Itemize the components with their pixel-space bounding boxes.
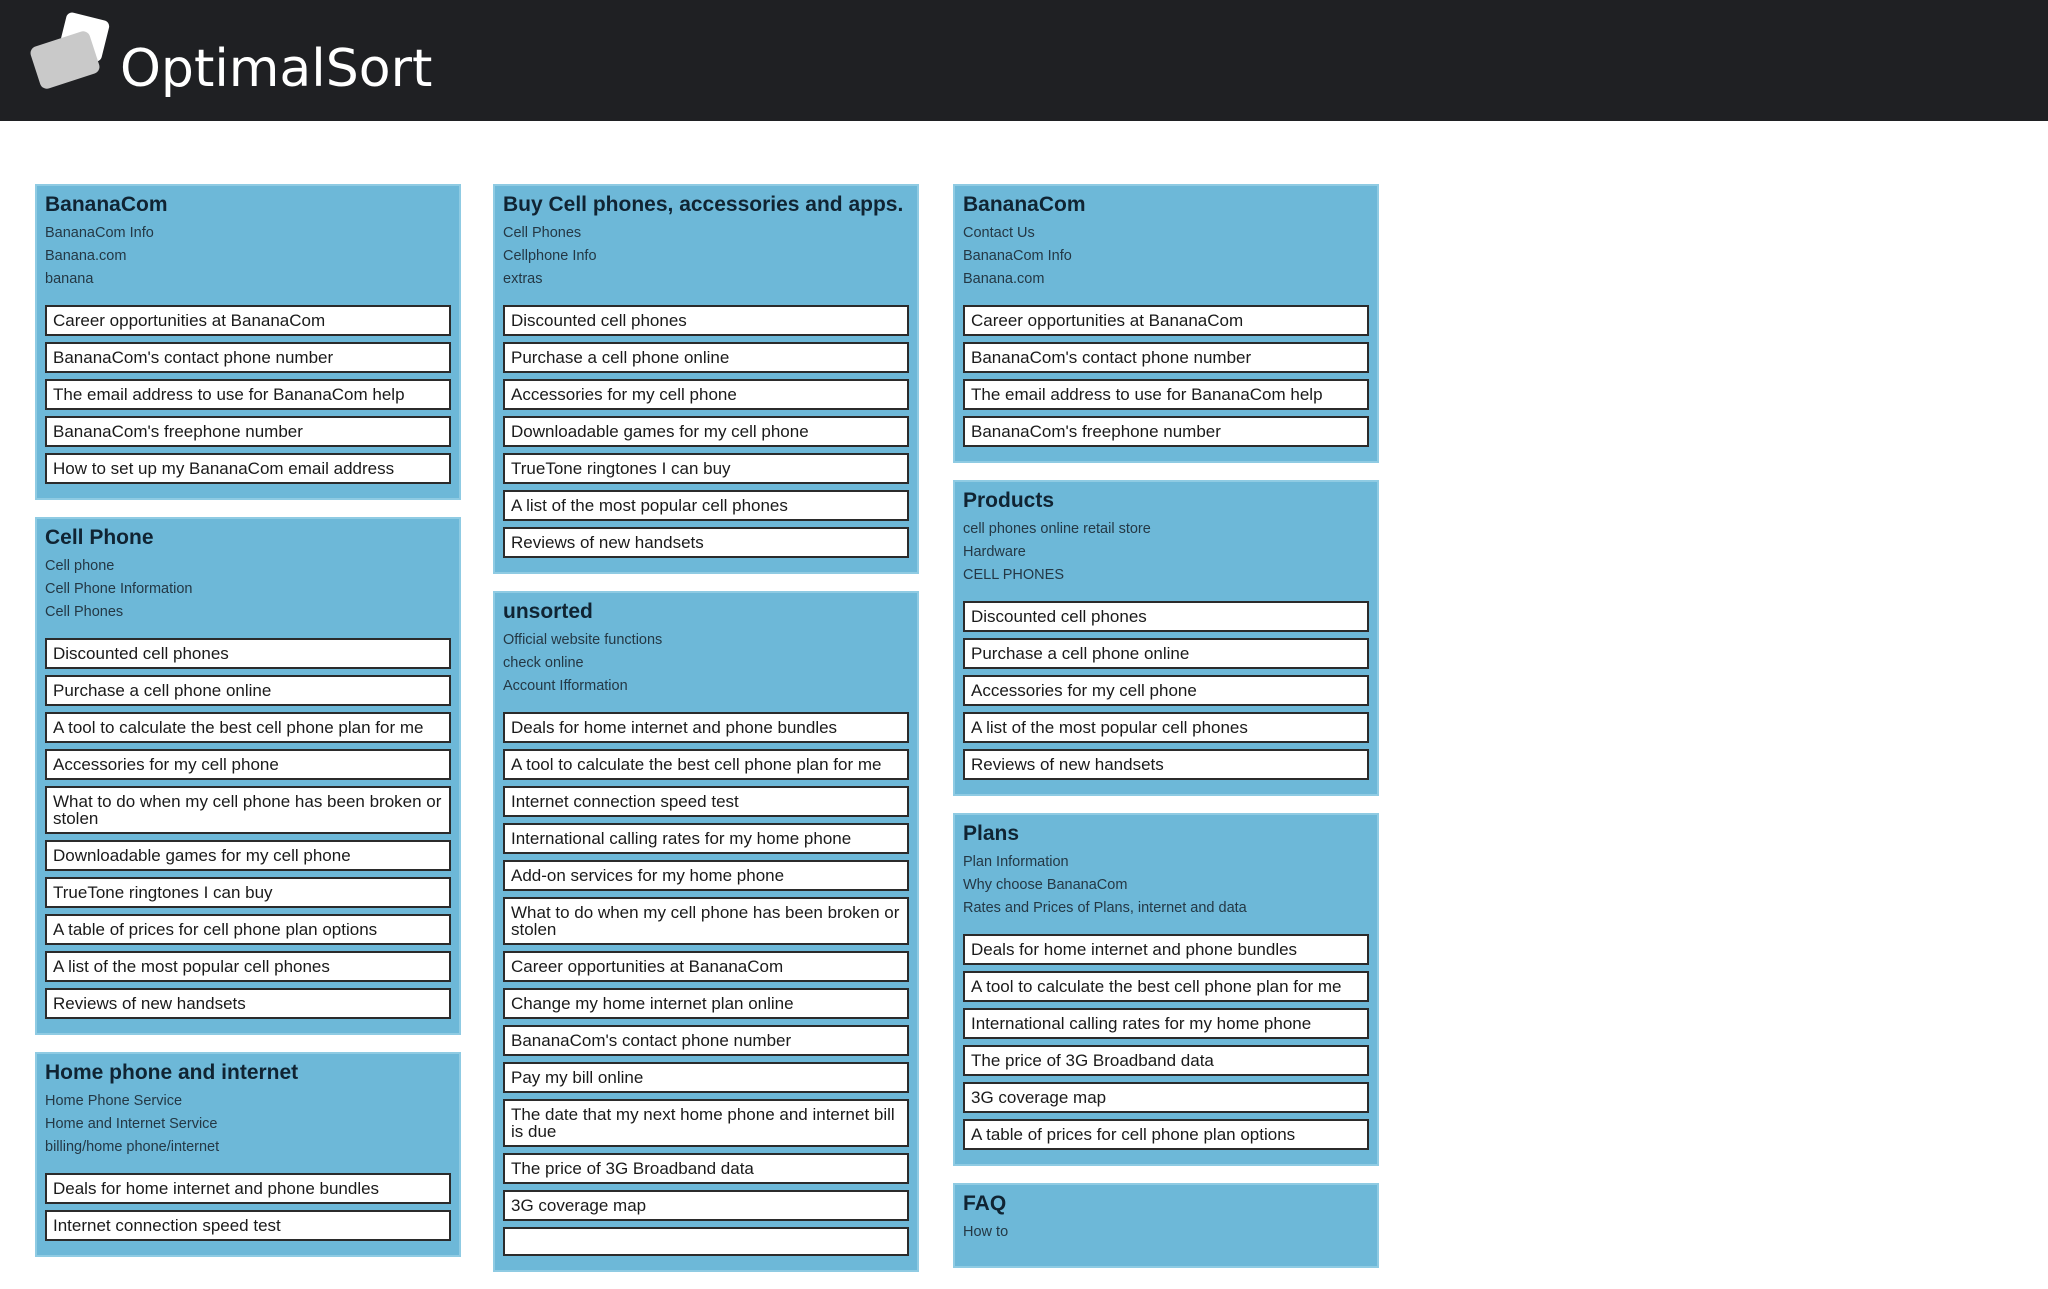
- card-deals-for-home-internet-and-phone-bundles[interactable]: Deals for home internet and phone bundles: [503, 712, 909, 743]
- cards-icon: [26, 12, 120, 94]
- card-bananacom-s-contact-phone-number[interactable]: BananaCom's contact phone number: [503, 1025, 909, 1056]
- card-deals-for-home-internet-and-phone-bundles[interactable]: Deals for home internet and phone bundles: [45, 1173, 451, 1204]
- category-labels: [963, 851, 1369, 920]
- category-title: Buy Cell phones, accessories and apps.: [503, 193, 904, 216]
- category-title: Cell Phone: [45, 526, 154, 549]
- card-purchase-a-cell-phone-online[interactable]: Purchase a cell phone online: [503, 342, 909, 373]
- card-bananacom-s-freephone-number[interactable]: BananaCom's freephone number: [45, 416, 451, 447]
- category-group-unsorted[interactable]: [493, 591, 919, 1272]
- category-label: billing/home phone/internet: [45, 1139, 220, 1155]
- category-labels: [45, 222, 451, 291]
- card-the-price-of-3g-broadband-data[interactable]: The price of 3G Broadband data: [503, 1153, 909, 1184]
- card-discounted-cell-phones[interactable]: Discounted cell phones: [503, 305, 909, 336]
- column-3: [953, 184, 1379, 1285]
- category-group-faq[interactable]: [953, 1183, 1379, 1268]
- card-bananacom-s-contact-phone-number[interactable]: BananaCom's contact phone number: [45, 342, 451, 373]
- category-label: Cell phone: [45, 558, 115, 574]
- card-downloadable-games-for-my-cell-phone[interactable]: Downloadable games for my cell phone: [45, 840, 451, 871]
- category-group-buy-cell-phones-accessories-and-apps[interactable]: [493, 184, 919, 574]
- card-a-table-of-prices-for-cell-phone-plan-options[interactable]: A table of prices for cell phone plan options: [963, 1119, 1369, 1150]
- card-internet-connection-speed-test[interactable]: Internet connection speed test: [503, 786, 909, 817]
- column-1: [35, 184, 461, 1274]
- card-truetone-ringtones-i-can-buy[interactable]: TrueTone ringtones I can buy: [503, 453, 909, 484]
- card-3g-coverage-map[interactable]: 3G coverage map: [963, 1082, 1369, 1113]
- card-downloadable-games-for-my-cell-phone[interactable]: Downloadable games for my cell phone: [503, 416, 909, 447]
- card-internet-connection-speed-test[interactable]: Internet connection speed test: [45, 1210, 451, 1241]
- card-international-calling-rates-for-my-home-phone[interactable]: International calling rates for my home phone: [963, 1008, 1369, 1039]
- card-the-price-of-3g-broadband-data[interactable]: The price of 3G Broadband data: [963, 1045, 1369, 1076]
- card-truetone-ringtones-i-can-buy[interactable]: TrueTone ringtones I can buy: [45, 877, 451, 908]
- card-3g-coverage-map[interactable]: 3G coverage map: [503, 1190, 909, 1221]
- top-bar: [0, 0, 2048, 121]
- category-title: Plans: [963, 822, 1020, 845]
- column-2: [493, 184, 919, 1289]
- category-label: check online: [503, 655, 584, 671]
- category-label: Home and Internet Service: [45, 1116, 218, 1132]
- category-label: BananaCom Info: [963, 248, 1072, 264]
- card-how-to-set-up-my-bananacom-email-address[interactable]: How to set up my BananaCom email address: [45, 453, 451, 484]
- category-labels: [963, 222, 1369, 291]
- category-title: BananaCom: [45, 193, 168, 216]
- card-career-opportunities-at-bananacom[interactable]: Career opportunities at BananaCom: [45, 305, 451, 336]
- card-change-my-home-internet-plan-online[interactable]: Change my home internet plan online: [503, 988, 909, 1019]
- category-label: CELL PHONES: [963, 567, 1064, 583]
- card-reviews-of-new-handsets[interactable]: Reviews of new handsets: [963, 749, 1369, 780]
- card-bananacom-s-contact-phone-number[interactable]: BananaCom's contact phone number: [963, 342, 1369, 373]
- category-label: cell phones online retail store: [963, 521, 1151, 537]
- card-international-calling-rates-for-my-home-phone[interactable]: International calling rates for my home phone: [503, 823, 909, 854]
- card-bananacom-s-freephone-number[interactable]: BananaCom's freephone number: [963, 416, 1369, 447]
- card-a-tool-to-calculate-the-best-cell-phone-plan-for-me[interactable]: A tool to calculate the best cell phone plan for me: [45, 712, 451, 743]
- card-deals-for-home-internet-and-phone-bundles[interactable]: Deals for home internet and phone bundles: [963, 934, 1369, 965]
- category-labels: [963, 1221, 1369, 1244]
- category-title: Products: [963, 489, 1055, 512]
- card-a-list-of-the-most-popular-cell-phones[interactable]: A list of the most popular cell phones: [503, 490, 909, 521]
- card-accessories-for-my-cell-phone[interactable]: Accessories for my cell phone: [45, 749, 451, 780]
- card-blank[interactable]: [503, 1227, 909, 1256]
- card-purchase-a-cell-phone-online[interactable]: Purchase a cell phone online: [45, 675, 451, 706]
- category-label: Why choose BananaCom: [963, 877, 1128, 893]
- card-reviews-of-new-handsets[interactable]: Reviews of new handsets: [45, 988, 451, 1019]
- category-labels: [45, 555, 451, 624]
- category-label: Banana.com: [963, 271, 1045, 287]
- category-label: BananaCom Info: [45, 225, 154, 241]
- card-career-opportunities-at-bananacom[interactable]: Career opportunities at BananaCom: [963, 305, 1369, 336]
- app-title: OptimalSort: [120, 39, 433, 99]
- card-reviews-of-new-handsets[interactable]: Reviews of new handsets: [503, 527, 909, 558]
- category-group-products[interactable]: [953, 480, 1379, 796]
- category-label: Cellphone Info: [503, 248, 597, 264]
- category-label: Banana.com: [45, 248, 127, 264]
- category-title: unsorted: [503, 600, 593, 623]
- category-label: Cell Phones: [45, 604, 124, 620]
- category-label: Cell Phone Information: [45, 581, 193, 597]
- category-label: extras: [503, 271, 543, 287]
- card-purchase-a-cell-phone-online[interactable]: Purchase a cell phone online: [963, 638, 1369, 669]
- card-the-date-that-my-next-home-phone-and-internet-bill-is-due[interactable]: The date that my next home phone and internet bill is due: [503, 1099, 909, 1147]
- category-label: Home Phone Service: [45, 1093, 183, 1109]
- card-a-tool-to-calculate-the-best-cell-phone-plan-for-me[interactable]: A tool to calculate the best cell phone plan for me: [503, 749, 909, 780]
- card-a-tool-to-calculate-the-best-cell-phone-plan-for-me[interactable]: A tool to calculate the best cell phone plan for me: [963, 971, 1369, 1002]
- card-what-to-do-when-my-cell-phone-has-been-broken-or-stolen[interactable]: What to do when my cell phone has been broken or stolen: [503, 897, 909, 945]
- category-label: Cell Phones: [503, 225, 582, 241]
- card-a-list-of-the-most-popular-cell-phones[interactable]: A list of the most popular cell phones: [45, 951, 451, 982]
- card-a-list-of-the-most-popular-cell-phones[interactable]: A list of the most popular cell phones: [963, 712, 1369, 743]
- card-pay-my-bill-online[interactable]: Pay my bill online: [503, 1062, 909, 1093]
- category-label: Hardware: [963, 544, 1026, 560]
- category-labels: [45, 1090, 451, 1159]
- card-discounted-cell-phones[interactable]: Discounted cell phones: [45, 638, 451, 669]
- category-label: Account Ifformation: [503, 678, 628, 694]
- category-group-home-phone-and-internet[interactable]: [35, 1052, 461, 1257]
- category-group-plans[interactable]: [953, 813, 1379, 1166]
- category-label: Contact Us: [963, 225, 1035, 241]
- category-group-cell-phone[interactable]: [35, 517, 461, 1035]
- category-label: banana: [45, 271, 94, 287]
- card-career-opportunities-at-bananacom[interactable]: Career opportunities at BananaCom: [503, 951, 909, 982]
- category-labels: [503, 629, 909, 698]
- card-the-email-address-to-use-for-bananacom-help[interactable]: The email address to use for BananaCom help: [45, 379, 451, 410]
- category-title: BananaCom: [963, 193, 1086, 216]
- card-accessories-for-my-cell-phone[interactable]: Accessories for my cell phone: [963, 675, 1369, 706]
- category-title: Home phone and internet: [45, 1061, 299, 1084]
- category-title: FAQ: [963, 1192, 1007, 1215]
- card-a-table-of-prices-for-cell-phone-plan-options[interactable]: A table of prices for cell phone plan options: [45, 914, 451, 945]
- card-add-on-services-for-my-home-phone[interactable]: Add-on services for my home phone: [503, 860, 909, 891]
- category-labels: [503, 222, 909, 291]
- category-labels: [963, 518, 1369, 587]
- category-label: Rates and Prices of Plans, internet and data: [963, 900, 1247, 916]
- category-label: Plan Information: [963, 854, 1069, 870]
- card-accessories-for-my-cell-phone[interactable]: Accessories for my cell phone: [503, 379, 909, 410]
- card-the-email-address-to-use-for-bananacom-help[interactable]: The email address to use for BananaCom help: [963, 379, 1369, 410]
- card-discounted-cell-phones[interactable]: Discounted cell phones: [963, 601, 1369, 632]
- category-group-bananacom[interactable]: [35, 184, 461, 500]
- card-what-to-do-when-my-cell-phone-has-been-broken-or-stolen[interactable]: What to do when my cell phone has been broken or stolen: [45, 786, 451, 834]
- category-label: Official website functions: [503, 632, 663, 648]
- category-label: How to: [963, 1224, 1009, 1240]
- category-group-bananacom[interactable]: [953, 184, 1379, 463]
